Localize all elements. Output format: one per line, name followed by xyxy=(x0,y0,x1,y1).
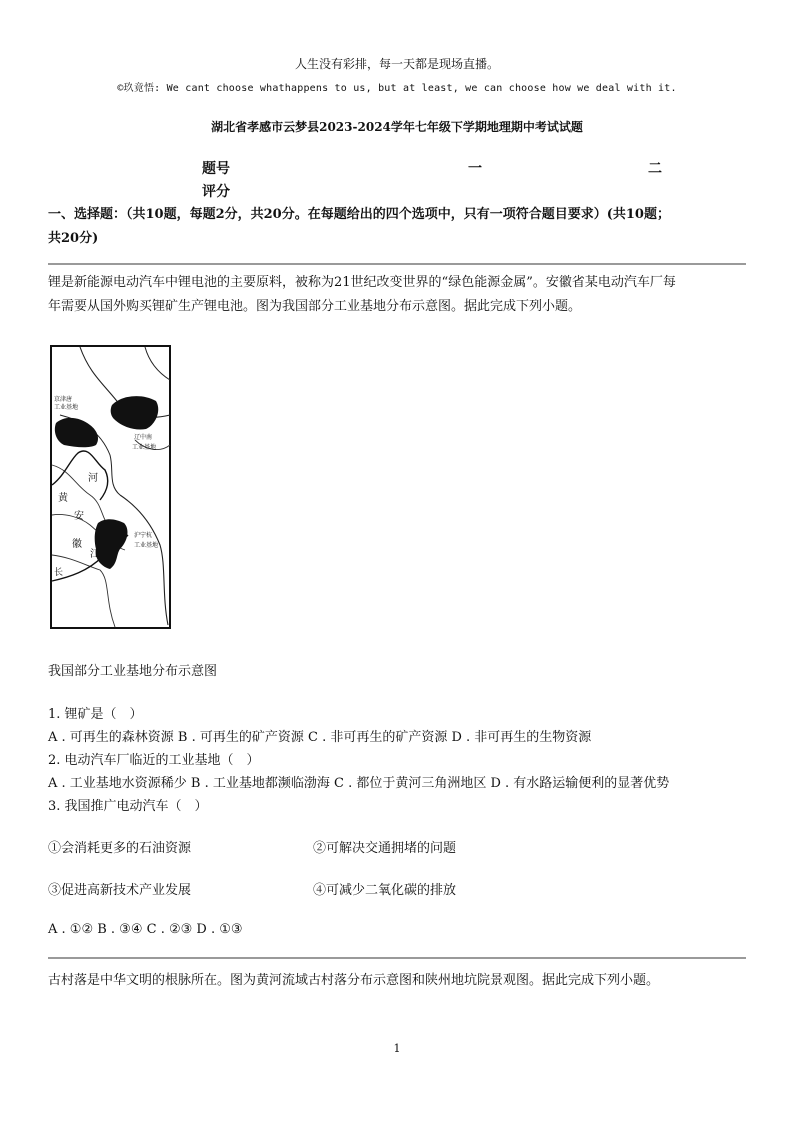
label-hui: 徽 xyxy=(72,539,82,550)
score-row-label-score: 评分 xyxy=(202,184,230,200)
question-2: 2. 电动汽车厂临近的工业基地（ ） xyxy=(48,753,260,768)
label-chang: 长 xyxy=(54,568,64,578)
page-title: 湖北省孝感市云梦县2023-2024学年七年级下学期地理期中考试试题 xyxy=(211,120,583,134)
score-col-2: 二 xyxy=(648,161,662,177)
section-heading-line2: 共20分) xyxy=(48,231,99,246)
industrial-base-map xyxy=(50,345,172,630)
question-3-item-3: ③促进高新技术产业发展 xyxy=(48,883,192,898)
question-3-options: A . ①② B . ③④ C . ②③ D . ①③ xyxy=(48,922,243,937)
label-jiang: 江 xyxy=(90,549,100,560)
question-3: 3. 我国推广电动汽车（ ） xyxy=(48,799,208,814)
label-jingjintang-1: 京津唐 xyxy=(54,396,73,403)
question-1-options: A . 可再生的森林资源 B . 可再生的矿产资源 C . 非可再生的矿产资源 D . 非可再生的生物资源 xyxy=(48,730,592,745)
map-caption: 我国部分工业基地分布示意图 xyxy=(48,664,218,679)
passage-2: 古村落是中华文明的根脉所在。图为黄河流域古村落分布示意图和陕州地坑院景观图。据此完成下列小题。 xyxy=(48,973,660,988)
section-heading xyxy=(48,203,748,251)
label-huang: 黄 xyxy=(58,493,68,504)
passage-1-line2: 年需要从国外购买锂矿生产锂电池。图为我国部分工业基地分布示意图。据此完成下列小题。 xyxy=(48,299,582,314)
question-3-item-1: ①会消耗更多的石油资源 xyxy=(48,841,192,856)
label-hnh-1: 沪宁杭 xyxy=(134,532,153,539)
divider xyxy=(48,263,746,265)
page-number: 1 xyxy=(393,1042,401,1055)
question-2-options: A . 工业基地水资源稀少 B . 工业基地都濒临渤海 C . 都位于黄河三角洲地区 D . 有水路运输便利的显著优势 xyxy=(48,776,670,791)
divider xyxy=(48,957,746,959)
section-heading-line1: 一、选择题：（共10题，每题2分，共20分。在每题给出的四个选项中，只有一项符合题目要求）(共10题； xyxy=(48,207,670,222)
label-liaozhongnan-2: 工业基地 xyxy=(132,444,157,451)
passage-1 xyxy=(48,271,748,319)
question-1: 1. 锂矿是（ ） xyxy=(48,707,143,722)
header-motto-cn: 人生没有彩排，每一天都是现场直播。 xyxy=(294,57,499,71)
label-he: 河 xyxy=(88,473,98,484)
question-3-item-4: ④可减少二氧化碳的排放 xyxy=(313,883,457,898)
question-3-item-2: ②可解决交通拥堵的问题 xyxy=(313,841,457,856)
label-hnh-2: 工业基地 xyxy=(134,542,159,549)
label-liaozhongnan-1: 辽中南 xyxy=(134,434,153,441)
label-jingjintang-2: 工业基地 xyxy=(54,404,79,411)
score-col-1: 一 xyxy=(468,161,482,177)
label-an: 安 xyxy=(74,511,84,522)
score-row-label-question: 题号 xyxy=(202,161,230,177)
passage-1-line1: 锂是新能源电动汽车中锂电池的主要原料，被称为21世纪改变世界的“绿色能源金属”。安徽省某电动汽车厂每 xyxy=(48,275,676,290)
header-motto-en: ©玖竟悟: We cant choose whathappens to us, but at least, we can choose how we deal with it. xyxy=(117,83,677,94)
